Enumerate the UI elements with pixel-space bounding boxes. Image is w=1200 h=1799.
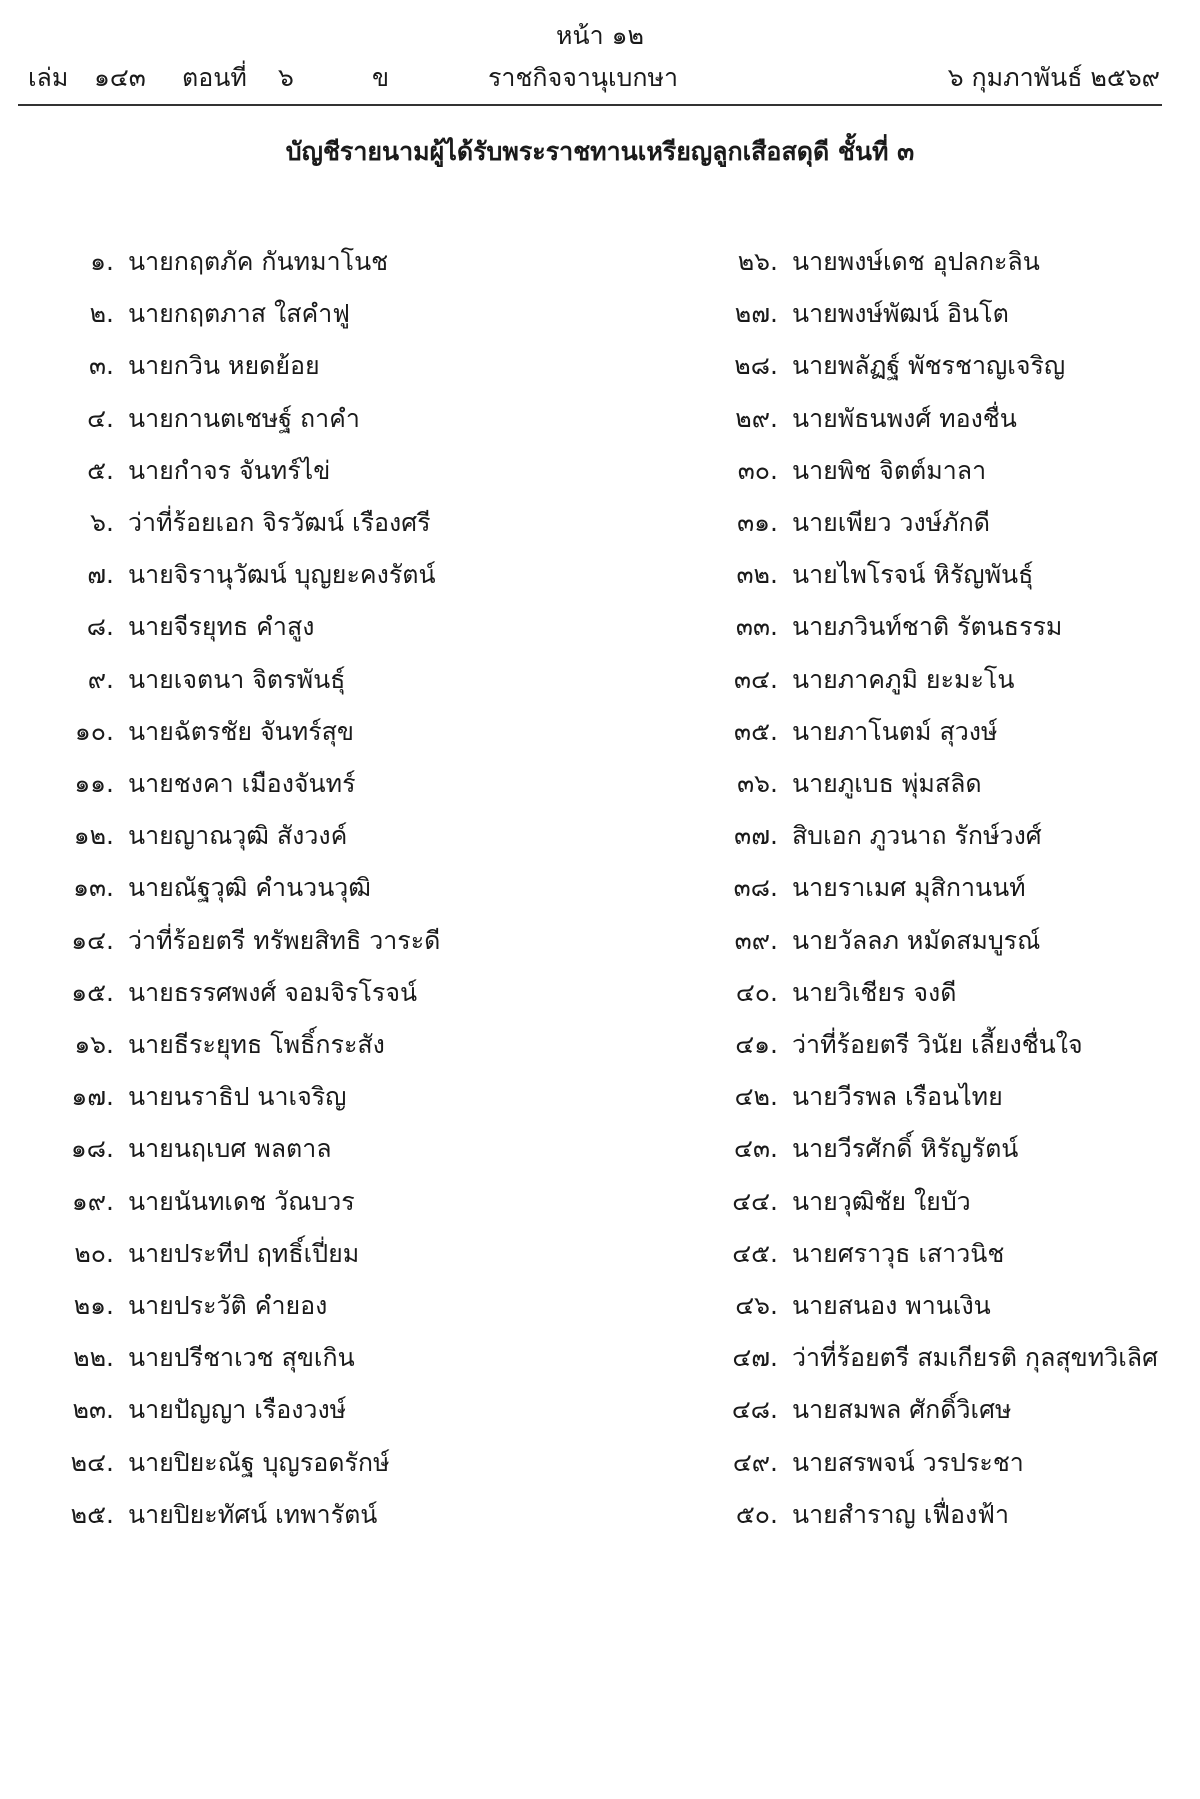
list-item-number: ๑๐.: [74, 716, 114, 746]
list-item-number: ๔๘.: [731, 1395, 778, 1425]
list-item-name: นายวุฒิชัย ใยบัว: [792, 1186, 971, 1216]
list-item-number: ๔๙.: [732, 1447, 778, 1477]
list-item-number: ๔๑.: [735, 1030, 778, 1059]
list-item-number: ๔.: [87, 403, 114, 433]
list-item-name: นายวีรศักดิ์ หิรัญรัตน์: [792, 1134, 1019, 1164]
page-number: หน้า ๑๒: [556, 21, 644, 50]
list-item-number: ๖.: [90, 508, 114, 537]
list-item-name: นายภาคภูมิ ยะมะโน: [792, 664, 1015, 694]
list-item-number: ๔๖.: [735, 1291, 778, 1320]
list-item-name: นายวีรพล เรือนไทย: [792, 1082, 1003, 1112]
list-item-name: นายพงษ์พัฒน์ อินโต: [792, 299, 1009, 329]
list-item-number: ๓๕.: [734, 716, 778, 746]
issue-label: ตอนที่: [182, 63, 247, 92]
list-item-name: สิบเอก ภูวนาถ รักษ์วงศ์: [792, 821, 1042, 851]
list-item-name: นายพงษ์เดช อุปลกะลิน: [792, 247, 1040, 276]
list-item-name: นายกานตเชษฐ์ ถาคำ: [128, 403, 360, 433]
issue-number: ๖: [278, 63, 294, 92]
list-item-number: ๙.: [87, 664, 114, 694]
list-item-name: นายธีระยุทธ โพธิ์กระสัง: [128, 1030, 385, 1059]
list-item-name: นายสมพล ศักดิ์วิเศษ: [792, 1395, 1012, 1425]
list-item-name: นายจิรานุวัฒน์ บุญยะคงรัตน์: [128, 560, 436, 590]
list-item-number: ๕๐.: [735, 1499, 778, 1529]
list-item-name: นายสนอง พานเงิน: [792, 1291, 991, 1320]
list-item-number: ๓๔.: [734, 664, 778, 694]
list-item-number: ๒๒.: [73, 1343, 114, 1373]
list-item-name: นายวิเชียร จงดี: [792, 977, 957, 1007]
list-item-number: ๓๗.: [734, 821, 778, 851]
list-item-name: นายไพโรจน์ หิรัญพันธุ์: [792, 560, 1034, 590]
list-item-number: ๑๒.: [73, 821, 114, 851]
list-item-number: ๓๒.: [736, 560, 778, 590]
list-item-number: ๑๓.: [73, 873, 114, 903]
list-item-number: ๒๗.: [734, 299, 778, 329]
list-item-number: ๔๓.: [734, 1134, 778, 1164]
list-item-name: ว่าที่ร้อยตรี สมเกียรติ กุลสุขทวิเลิศ: [792, 1343, 1158, 1373]
list-item-name: นายนฤเบศ พลตาล: [128, 1134, 332, 1164]
list-item-name: นายประวัติ คำยอง: [128, 1291, 328, 1320]
volume-label: เล่ม: [28, 63, 69, 92]
list-item-number: ๓.: [88, 351, 114, 381]
gazette-name: ราชกิจจานุเบกษา: [488, 63, 679, 92]
list-item-number: ๒๓.: [72, 1395, 114, 1425]
list-item-name: นายเจตนา จิตรพันธุ์: [128, 664, 346, 694]
list-item-name: นายสรพจน์ วรประชา: [792, 1447, 1024, 1477]
list-title: บัญชีรายนามผู้ได้รับพระราชทานเหรียญลูกเสือสดุดี ชั้นที่ ๓: [285, 137, 915, 166]
list-item-name: นายปิยะทัศน์ เทพารัตน์: [128, 1499, 378, 1529]
list-item-name: นายศราวุธ เสาวนิช: [792, 1238, 1005, 1268]
list-item-number: ๒๐.: [74, 1238, 114, 1268]
list-item-number: ๕.: [87, 455, 114, 485]
list-item-name: นายประทีป ฤทธิ์เปี่ยม: [128, 1238, 360, 1268]
publication-date: ๖ กุมภาพันธ์ ๒๕๖๙: [947, 63, 1160, 92]
list-item-name: นายนันทเดช วัณบวร: [128, 1186, 355, 1216]
list-item-number: ๓๑.: [737, 508, 778, 537]
list-item-name: นายธรรศพงศ์ จอมจิรโรจน์: [128, 977, 418, 1007]
list-item-name: นายราเมศ มุสิกานนท์: [792, 873, 1026, 903]
list-item-number: ๑๗.: [71, 1082, 114, 1112]
list-item-number: ๑๖.: [74, 1030, 114, 1059]
list-item-name: นายปรีชาเวช สุขเกิน: [128, 1343, 355, 1373]
list-item-name: ว่าที่ร้อยตรี วินัย เลี้ยงชื่นใจ: [792, 1030, 1083, 1059]
list-item-name: นายเพียว วงษ์ภักดี: [792, 508, 991, 537]
list-item-number: ๓๘.: [733, 873, 778, 903]
list-item-name: นายพิช จิตต์มาลา: [792, 455, 987, 485]
list-item-number: ๒๕.: [70, 1499, 114, 1529]
list-item-number: ๒๖.: [737, 247, 778, 276]
list-item-name: นายกฤตภาส ใสคำฟู: [128, 299, 350, 329]
list-item-name: นายกำจร จันทร์ไข่: [128, 455, 331, 485]
list-item-name: นายพลัฏฐ์ พัชรชาญเจริญ: [792, 351, 1066, 381]
gazette-header: [20, 58, 1160, 100]
list-item-name: นายจีรยุทธ คำสูง: [128, 612, 315, 642]
list-item-name: นายชงคา เมืองจันทร์: [128, 769, 356, 798]
list-item-number: ๒๔.: [70, 1447, 114, 1477]
list-item-number: ๓๖.: [737, 769, 778, 798]
list-item-number: ๒๑.: [73, 1291, 114, 1320]
volume-number: ๑๔๓: [94, 63, 146, 92]
list-item-name: นายณัฐวุฒิ คำนวนวุฒิ: [128, 873, 371, 903]
list-item-number: ๑๙.: [71, 1186, 114, 1216]
list-item-name: นายฉัตรชัย จันทร์สุข: [128, 716, 355, 746]
list-item-number: ๑๔.: [71, 925, 114, 955]
list-item-name: นายนราธิป นาเจริญ: [128, 1082, 347, 1112]
list-item-number: ๔๕.: [732, 1238, 778, 1268]
list-item-number: ๗.: [87, 560, 114, 590]
list-item-number: ๑๕.: [71, 977, 114, 1007]
list-item-name: นายสำราญ เฟื่องฟ้า: [792, 1499, 1009, 1529]
list-item-number: ๓๙.: [734, 925, 778, 955]
list-item-name: นายปิยะณัฐ บุญรอดรักษ์: [128, 1447, 390, 1477]
list-item-name: นายปัญญา เรืองวงษ์: [128, 1395, 347, 1425]
list-item-name: นายภวินท์ชาติ รัตนธรรม: [792, 612, 1063, 642]
section-letter: ข: [372, 63, 390, 92]
list-item-number: ๓๐.: [737, 455, 778, 485]
list-item-number: ๑๑.: [74, 769, 114, 798]
list-item-name: นายพัธนพงศ์ ทองชื่น: [792, 403, 1017, 433]
list-item-number: ๔๐.: [735, 977, 778, 1007]
list-item-name: นายญาณวุฒิ สังวงค์: [128, 821, 348, 851]
header-divider: [18, 104, 1162, 106]
list-item-number: ๒๙.: [735, 403, 778, 433]
list-item-name: นายกฤตภัค กันทมาโนช: [128, 247, 389, 276]
list-item-name: นายภาโนตม์ สุวงษ์: [792, 716, 998, 746]
list-item-number: ๒๘.: [734, 351, 778, 381]
list-item-number: ๘.: [86, 612, 114, 642]
list-item-number: ๓๓.: [735, 612, 778, 642]
list-item-name: นายภูเบธ พุ่มสลิด: [792, 769, 982, 798]
list-item-number: ๒.: [89, 299, 114, 329]
list-item-name: ว่าที่ร้อยเอก จิรวัฒน์ เรืองศรี: [128, 508, 431, 537]
list-item-number: ๔๗.: [732, 1343, 778, 1373]
list-item-name: นายกวิน หยดย้อย: [128, 351, 320, 381]
list-item-number: ๔๔.: [732, 1186, 778, 1216]
list-item-number: ๑๘.: [70, 1134, 114, 1164]
list-item-name: นายวัลลภ หมัดสมบูรณ์: [792, 925, 1041, 955]
list-item-number: ๑.: [90, 247, 114, 276]
list-item-number: ๔๒.: [734, 1082, 778, 1112]
list-item-name: ว่าที่ร้อยตรี ทรัพยสิทธิ วาระดี: [128, 925, 441, 955]
